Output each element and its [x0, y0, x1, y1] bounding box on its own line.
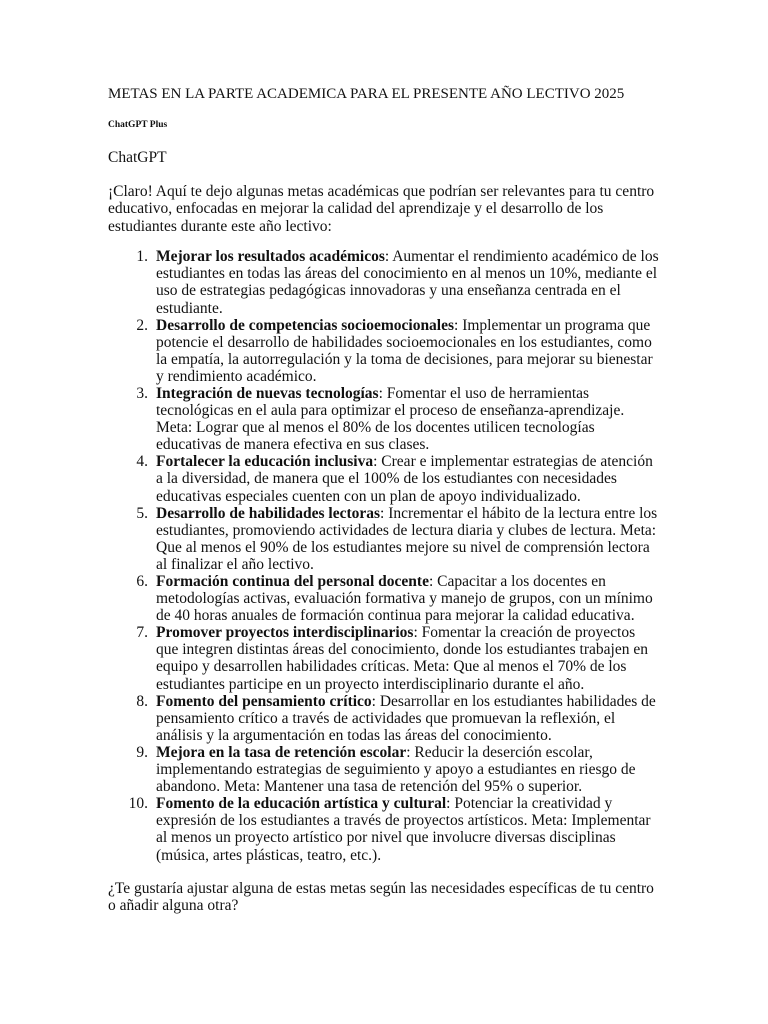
goal-title: Promover proyectos interdisciplinarios: [156, 624, 414, 642]
goal-title: Formación continua del personal docente: [156, 573, 429, 590]
intro-paragraph: ¡Claro! Aquí te dejo algunas metas académicas que podrían ser relevantes para tu centro educativo, enfocadas en mejorar la calidad del aprendizaje y el desarrollo de los estudiantes durante este año lectivo:: [108, 183, 655, 235]
goal-item-5: [108, 505, 660, 573]
goal-item-10: [108, 795, 660, 863]
goal-text: : Desarrollar en los estudiantes habilidades de pensamiento crítico a través de actividades que promuevan la reflexión, el análisis y la argumentación en todas las áreas del conocimiento.: [156, 692, 656, 744]
goal-title: Mejora en la tasa de retención escolar: [156, 743, 407, 761]
goal-text: : Fomentar la creación de proyectos que integren distintas áreas del conocimiento, donde los estudiantes trabajen en equipo y desarrollen habilidades críticas. Meta: Que al menos el 70% de los estudiantes participe en un proyecto interdisciplinario durante el año.: [156, 624, 648, 693]
goal-item-4: [108, 453, 660, 504]
goal-number: 4.: [136, 453, 148, 471]
goals-list: [108, 248, 660, 863]
goal-text: : Capacitar a los docentes en metodologías activas, evaluación formativa y manejo de grupos, con un mínimo de 40 horas anuales de formación continua para mejorar la calidad educativa.: [156, 573, 653, 625]
goal-title: Fortalecer la educación inclusiva: [156, 453, 374, 471]
goal-item-6: [108, 573, 660, 624]
goal-item-2: [108, 317, 660, 385]
goal-item-3: [108, 385, 660, 453]
goal-title: Mejorar los resultados académicos: [156, 248, 385, 266]
goal-number: 5.: [136, 504, 148, 522]
goal-title: Desarrollo de competencias socioemocionales: [156, 316, 455, 334]
goal-title: Fomento de la educación artística y cultural: [156, 795, 447, 813]
subheading: ChatGPT Plus: [108, 120, 168, 130]
goal-number: 2.: [136, 316, 148, 334]
goal-title: Desarrollo de habilidades lectoras: [156, 504, 381, 522]
goal-number: 9.: [136, 743, 148, 761]
goal-number: 1.: [136, 248, 148, 266]
goal-text: : Implementar un programa que potencie el desarrollo de habilidades socioemocionales en los estudiantes, como la empatía, la autorregulación y la toma de decisiones, para mejorar su bienestar y rendimiento académico.: [156, 316, 653, 385]
goal-text: : Reducir la deserción escolar, implementando estrategias de seguimiento y apoyo a estudiantes en riesgo de abandono. Meta: Mantener una tasa de retención del 95% o superior.: [156, 743, 636, 796]
goal-number: 8.: [136, 692, 148, 710]
goal-title: Fomento del pensamiento crítico: [156, 692, 372, 710]
goal-title: Integración de nuevas tecnologías: [156, 384, 379, 402]
document-title: METAS EN LA PARTE ACADEMICA PARA EL PRESENTE AÑO LECTIVO 2025: [108, 86, 625, 102]
goal-text: : Potenciar la creatividad y expresión de los estudiantes a través de proyectos artísticos. Meta: Implementar al menos un proyecto artístico por nivel que involucre diversas disciplinas (música, artes plásticas, teatro, etc.).: [156, 795, 651, 864]
document-body: [108, 84, 660, 914]
goal-number: 7.: [136, 624, 148, 642]
goal-number: 3.: [136, 384, 148, 402]
goal-number: 10.: [128, 795, 148, 813]
goal-text: : Incrementar el hábito de la lectura entre los estudiantes, promoviendo actividades de lectura diaria y clubes de lectura. Meta: Que al menos el 90% de los estudiantes mejore su nivel de comprensión lectora al finalizar el año lectivo.: [156, 504, 658, 573]
goal-text: : Fomentar el uso de herramientas tecnológicas en el aula para optimizar el proceso de enseñanza-aprendizaje. Meta: Lograr que al menos el 80% de los docentes utilicen tecnologías educativas de manera efectiva en sus clases.: [156, 384, 625, 454]
goal-text: : Crear e implementar estrategias de atención a la diversidad, de manera que el 100% de los estudiantes con necesidades educativas especiales cuenten con un plan de apoyo individualizado.: [156, 453, 653, 505]
goal-item-8: [108, 693, 660, 744]
goal-item-1: [108, 248, 660, 316]
goal-number: 6.: [136, 573, 148, 590]
goal-item-7: [108, 624, 660, 692]
closing-question: ¿Te gustaría ajustar alguna de estas metas según las necesidades específicas de tu centro o añadir alguna otra?: [108, 879, 654, 914]
goal-text: : Aumentar el rendimiento académico de los estudiantes en todas las áreas del conocimiento en al menos un 10%, mediante el uso de estrategias pedagógicas innovadoras y una enseñanza centrada en el estudiante.: [156, 248, 659, 317]
source-label: ChatGPT: [108, 149, 167, 166]
goal-item-9: [108, 744, 660, 795]
